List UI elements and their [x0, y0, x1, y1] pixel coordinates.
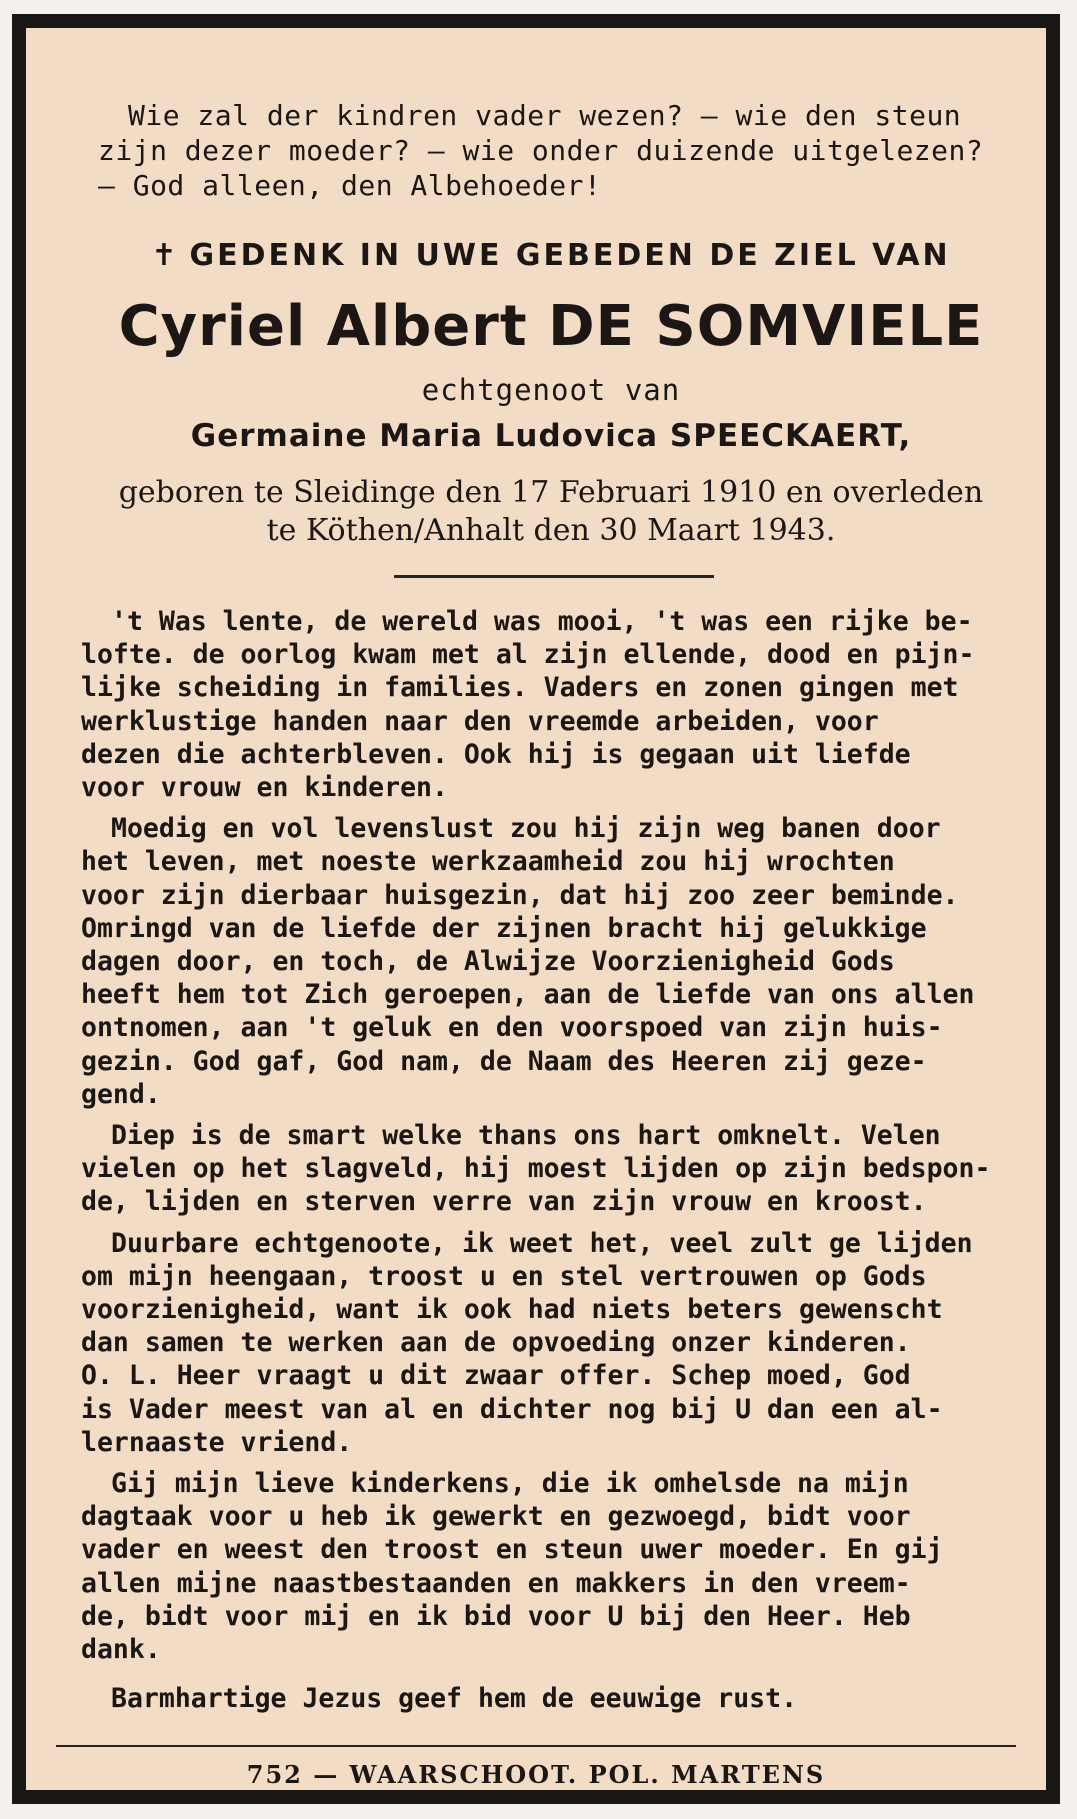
death-line: te Köthen/Anhalt den 30 Maart 1943.	[266, 513, 836, 548]
paragraph-line: 't Was lente, de wereld was mooi, 't was een rijke be-	[111, 606, 973, 637]
heading-text: GEDENK IN UWE GEBEDEN DE ZIEL VAN	[189, 238, 951, 273]
paragraph-line: dagen door, en toch, de Alwijze Voorzienigheid Gods	[81, 946, 895, 978]
birth-line: geboren te Sleidinge den 17 Februari 1910 en overleden	[118, 475, 984, 510]
memorial-paragraph	[81, 812, 1019, 1111]
paragraph-line: lijke scheiding in families. Vaders en zonen gingen met	[81, 672, 959, 704]
paragraph-line: dezen die achterbleven. Ook hij is gegaan uit liefde	[81, 738, 911, 770]
paragraph-line: is Vader meest van al en dichter nog bij U dan een al-	[81, 1393, 943, 1425]
memorial-paragraph	[81, 1467, 1019, 1666]
verse-line: — God alleen, den Albehoeder!	[98, 169, 602, 202]
verse-line: Wie zal der kindren vader wezen? — wie den steun	[128, 99, 962, 132]
paragraph-line: de, bidt voor mij en ik bid voor U bij den Heer. Heb	[81, 1600, 911, 1632]
closing-prayer: Barmhartige Jezus geef hem de eeuwige rust.	[111, 1683, 798, 1714]
paragraph-line: gend.	[81, 1078, 161, 1110]
paragraph-line: om mijn heengaan, troost u en stel vertrouwen op Gods	[81, 1260, 927, 1292]
paragraph-line: werklustige handen naar den vreemde arbeiden, voor	[81, 705, 879, 737]
paragraph-line: dan samen te werken aan de opvoeding onzer kinderen.	[81, 1327, 911, 1359]
paragraph-line: voorzienigheid, want ik ook had niets beters gewenscht	[81, 1294, 943, 1326]
paragraph-line: allen mijne naastbestaanden en makkers in den vreem-	[81, 1567, 911, 1599]
footer-divider	[56, 1745, 1016, 1747]
deceased-name: Cyriel Albert DE SOMVIELE	[118, 294, 984, 359]
paragraph-line: voor vrouw en kinderen.	[81, 772, 448, 804]
memorial-paragraph	[81, 605, 1019, 804]
paragraph-line: vielen op het slagveld, hij moest lijden op zijn bedspon-	[81, 1153, 991, 1185]
memorial-text	[81, 605, 1019, 1674]
spouse-name: Germaine Maria Ludovica SPEECKAERT,	[190, 418, 912, 454]
divider	[394, 575, 714, 578]
paragraph-line: dagtaak voor u heb ik gewerkt en gezwoegd, bidt voor	[81, 1501, 911, 1533]
paragraph-line: dank.	[81, 1634, 161, 1666]
paragraph-line: het leven, met noeste werkzaamheid zou hij wrochten	[81, 846, 895, 878]
printer-imprint: 752 — WAARSCHOOT. POL. MARTENS	[246, 1760, 826, 1789]
paragraph-line: Diep is de smart welke thans ons hart omknelt. Velen	[111, 1120, 941, 1152]
verse-line: zijn dezer moeder? — wie onder duizende uitgelezen?	[98, 134, 984, 167]
cross-icon: ✝	[151, 238, 180, 273]
card-content	[26, 28, 1046, 1790]
memorial-paragraph	[81, 1119, 1019, 1219]
paragraph-line: lernaaste vriend.	[81, 1426, 353, 1458]
opening-verse	[98, 98, 1028, 203]
paragraph-line: gezin. God gaf, God nam, de Naam des Heeren zij geze-	[81, 1045, 927, 1077]
paragraph-line: de, lijden en sterven verre van zijn vrouw en kroost.	[81, 1186, 927, 1218]
paragraph-line: voor zijn dierbaar huisgezin, dat hij zoo zeer beminde.	[81, 879, 959, 911]
memorial-card	[12, 14, 1060, 1804]
paragraph-line: heeft hem tot Zich geroepen, aan de liefde van ons allen	[81, 979, 975, 1011]
relation-label: echtgenoot van	[421, 373, 681, 407]
paragraph-line: lofte. de oorlog kwam met al zijn ellende, dood en pijn-	[81, 639, 975, 671]
paragraph-line: vader en weest den troost en steun uwer moeder. En gij	[81, 1534, 943, 1566]
paragraph-line: Omringd van de liefde der zijnen bracht hij gelukkige	[81, 912, 927, 944]
prayer-heading	[86, 238, 1016, 273]
paragraph-line: Moedig en vol levenslust zou hij zijn weg banen door	[111, 813, 941, 845]
paragraph-line: Gij mijn lieve kinderkens, die ik omhelsde na mijn	[111, 1468, 909, 1500]
paragraph-line: Duurbare echtgenoote, ik weet het, veel zult ge lijden	[111, 1227, 973, 1259]
paragraph-line: O. L. Heer vraagt u dit zwaar offer. Schep moed, God	[81, 1360, 911, 1392]
birth-death-info	[76, 474, 1026, 550]
paragraph-line: ontnomen, aan 't geluk en den voorspoed van zijn huis-	[81, 1012, 943, 1044]
memorial-paragraph	[81, 1227, 1019, 1459]
